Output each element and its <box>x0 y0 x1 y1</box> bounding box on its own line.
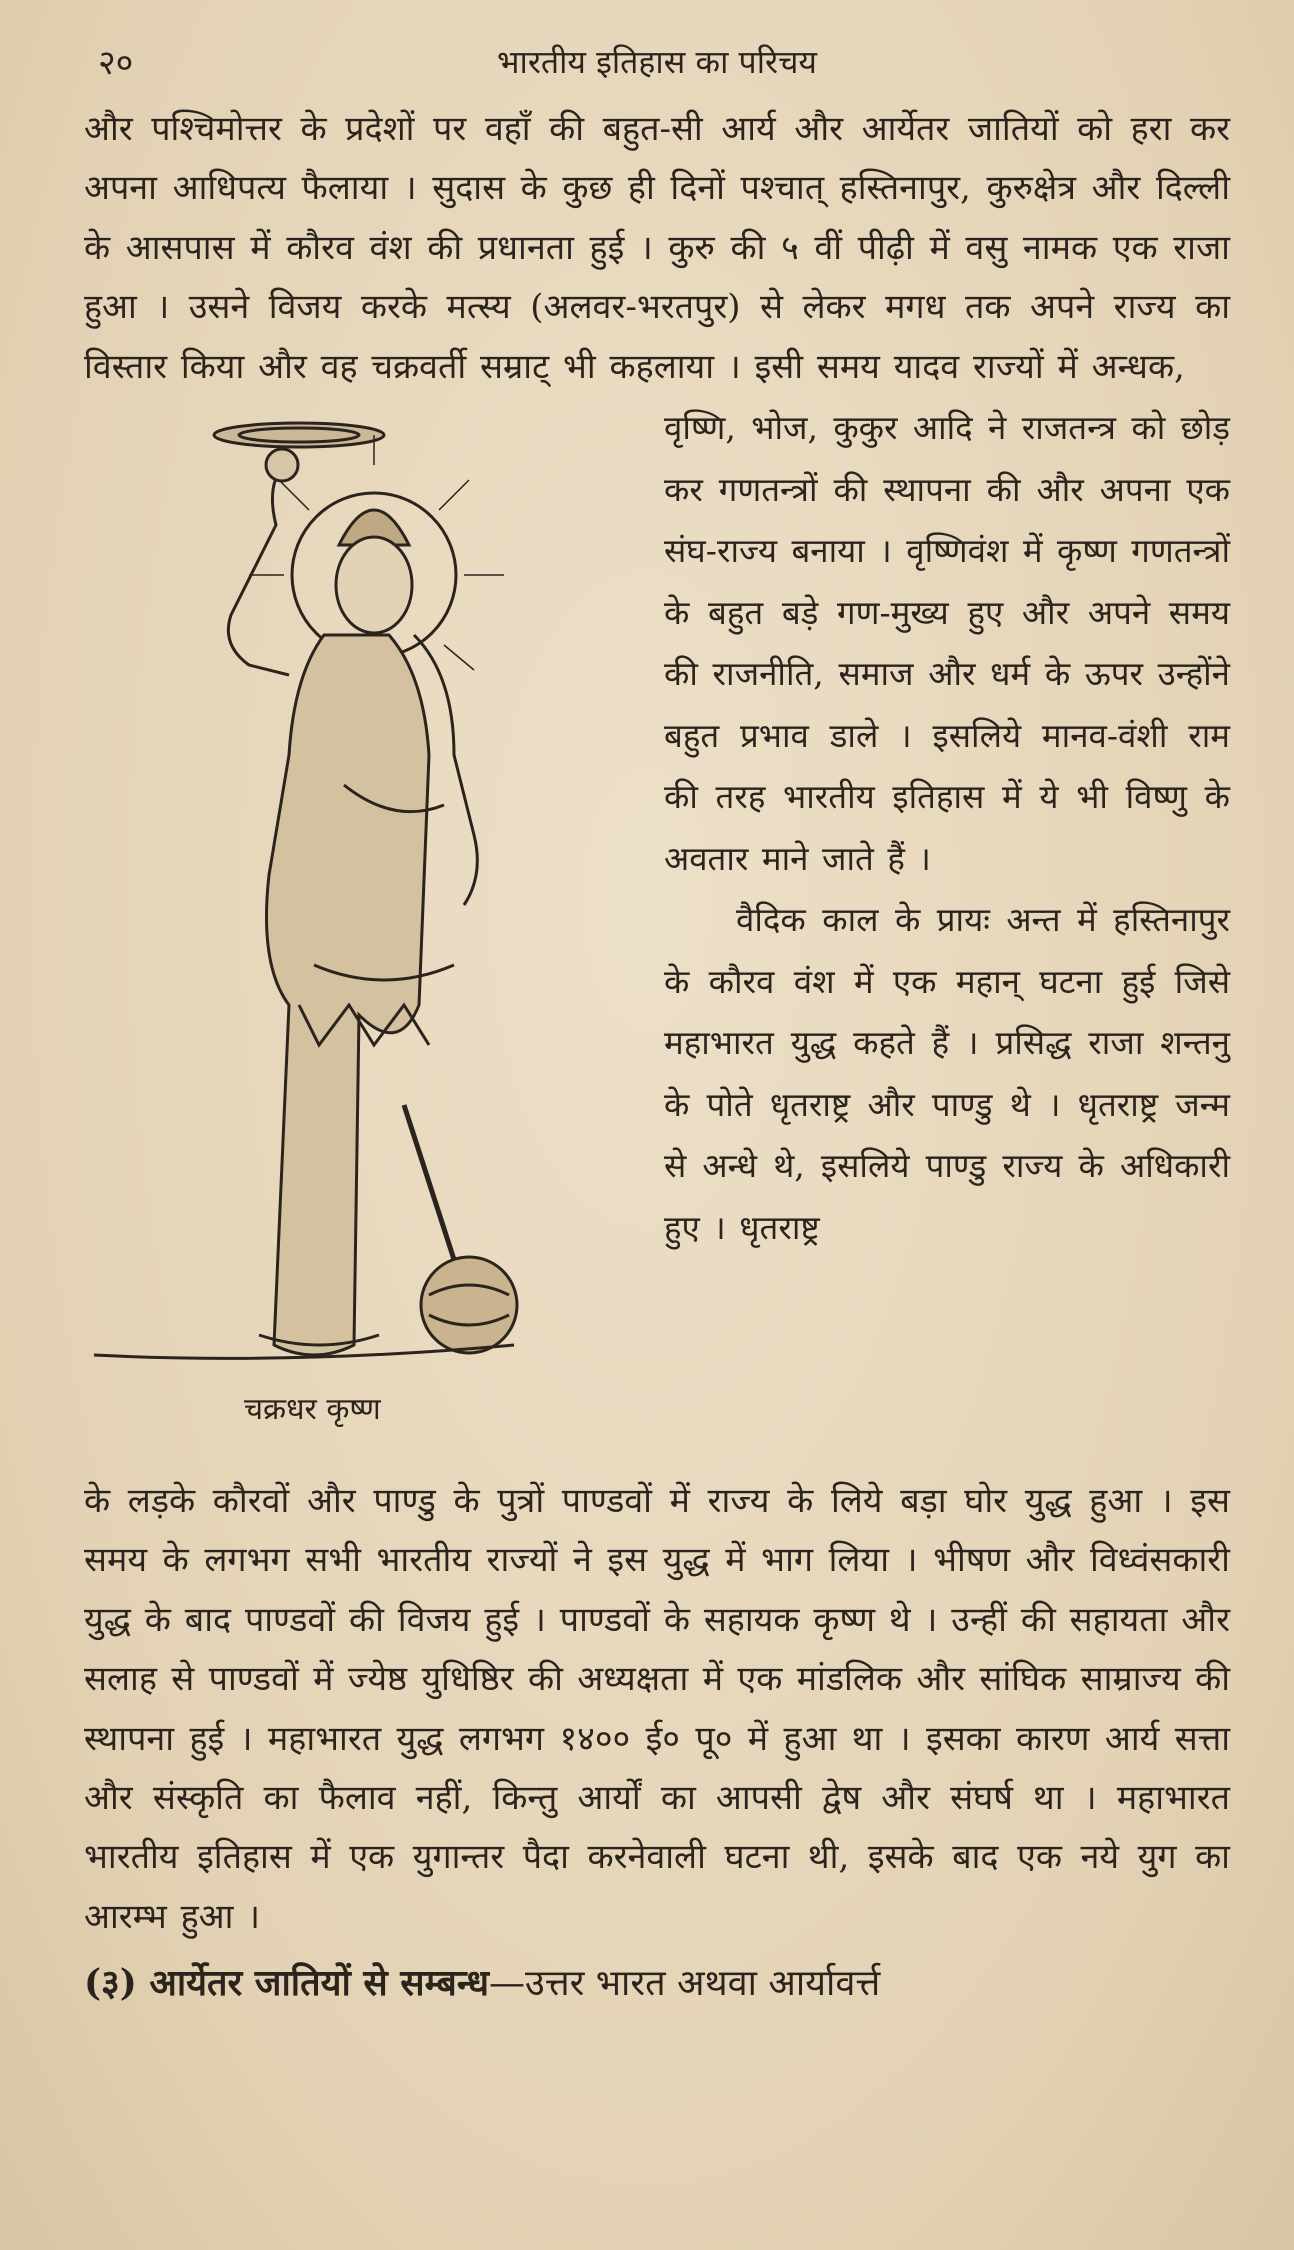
paragraph-1: और पश्चिमोत्तर के प्रदेशों पर वहाँ की बहुत-सी आर्य और आर्येतर जातियों को हरा कर अपना आधिपत्य फैलाया । सुदास के कुछ ही दिनों पश्चात् हस्तिनापुर, कुरुक्षेत्र और दिल्ली के आसपास में कौरव वंश की प्रधानता हुई । कुरु की ५ वीं पीढ़ी में वसु नामक एक राजा हुआ । उसने विजय करके मत्स्य (अलवर-भरतपुर) से लेकर मगध तक अपने राज्य का विस्तार किया और वह चक्रवर्ती सम्राट् भी कहलाया । इसी समय यादव राज्यों में अन्धक, <box>84 109 1230 387</box>
figure <box>84 397 664 1472</box>
page-number: २० <box>98 43 134 83</box>
figure-caption: चक्रधर कृष्ण <box>244 1392 381 1428</box>
running-header <box>84 30 1230 100</box>
paragraph-2: वृष्णि, भोज, कुकुर आदि ने राजतन्त्र को छोड़ कर गणतन्त्रों की स्थापना की और अपना एक संघ-राज्य बनाया । वृष्णिवंश में कृष्ण गणतन्त्रों के बहुत बड़े गण-मुख्य हुए और अपने समय की राजनीति, समाज और धर्म के ऊपर उन्होंने बहुत प्रभाव डाले । इसलिये मानव-वंशी राम की तरह भारतीय इतिहास में ये भी विष्णु के अवतार माने जाते हैं । <box>664 408 1230 878</box>
paragraph-3: वैदिक काल के प्रायः अन्त में हस्तिनापुर के कौरव वंश में एक महान् घटना हुई जिसे महाभारत युद्ध कहते हैं । प्रसिद्ध राजा शन्तनु के पोते धृतराष्ट्र और पाण्डु थे । धृतराष्ट्र जन्म से अन्धे थे, इसलिये पाण्डु राज्य के अधिकारी हुए । धृतराष्ट्र <box>664 900 1231 1247</box>
section-heading-title: (३) आर्येतर जातियों से सम्बन्ध <box>84 1962 489 2005</box>
figure-text-block <box>84 397 1230 1472</box>
krishna-illustration <box>84 405 644 1375</box>
paragraph-4: के लड़के कौरवों और पाण्डु के पुत्रों पाण्डवों में राज्य के लिये बड़ा घोर युद्ध हुआ । इस समय के लगभग सभी भारतीय राज्यों ने इस युद्ध में भाग लिया । भीषण और विध्वंसकारी युद्ध के बाद पाण्डवों की विजय हुई । पाण्डवों के सहायक कृष्ण थे । उन्हीं की सहायता और सलाह से पाण्डवों में ज्येष्ठ युधिष्ठिर की अध्यक्षता में एक मांडलिक और सांघिक साम्राज्य की स्थापना हुई । महाभारत युद्ध लगभग १४०० ई० पू० में हुआ था । इसका कारण आर्य सत्ता और संस्कृति का फैलाव नहीं, किन्तु आर्यों का आपसी द्वेष और संघर्ष था । महाभारत भारतीय इतिहास में एक युगान्तर पैदा करनेवाली घटना थी, इसके बाद एक नये युग का आरम्भ हुआ । <box>84 1481 1230 1937</box>
running-title: भारतीय इतिहास का परिचय <box>497 43 817 81</box>
text-column <box>664 397 1230 1472</box>
section-heading <box>84 1953 1230 2014</box>
section-heading-continuation: —उत्तर भारत अथवा आर्यावर्त्त <box>488 1963 881 2005</box>
